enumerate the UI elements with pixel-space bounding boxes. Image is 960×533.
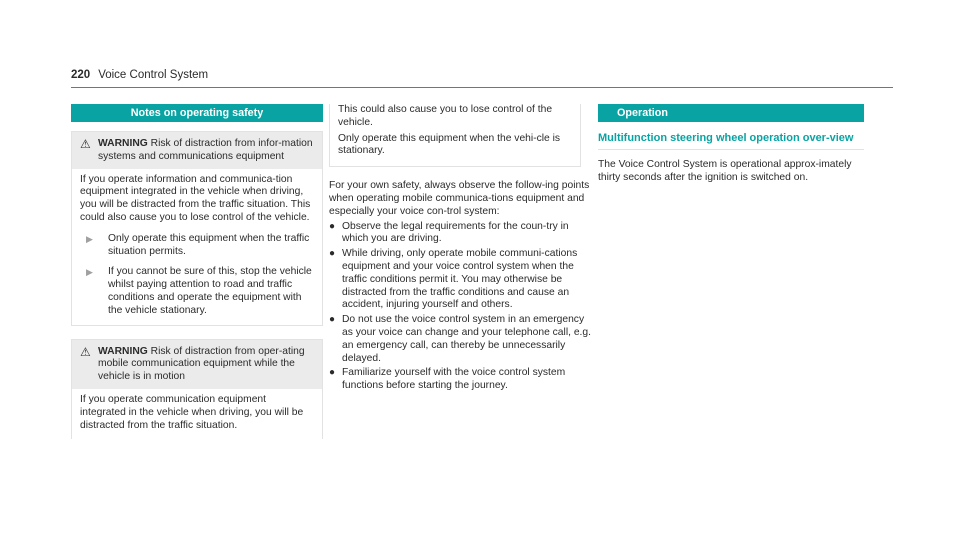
bullet-dot-icon: ● bbox=[329, 314, 336, 326]
action-text: Only operate this equipment when the traffic situation permits. bbox=[108, 232, 310, 257]
continuation-text: This could also cause you to lose control of the vehicle. bbox=[338, 104, 553, 128]
bullet-list bbox=[329, 221, 596, 393]
column-left bbox=[71, 104, 323, 439]
list-item: ● While driving, only operate mobile communi-cations equipment and your voice control system when the traffic conditions permit it. You may otherwise be distracted from the traffic conditions and cause an accident, injuring yourself and others. bbox=[329, 248, 578, 311]
section-title: Voice Control System bbox=[98, 69, 209, 81]
column-middle bbox=[329, 104, 596, 393]
warning-header bbox=[72, 340, 322, 389]
warning-triangle-icon: ⚠ bbox=[80, 137, 91, 151]
warning-triangle-icon: ⚠ bbox=[80, 344, 91, 359]
operation-band: Operation bbox=[598, 104, 864, 122]
action-arrow-icon: ▶ bbox=[86, 233, 93, 244]
subheading: Multifunction steering wheel operation over-view bbox=[598, 132, 854, 144]
header-rule bbox=[71, 87, 893, 88]
continuation-text: Only operate this equipment when the vehi-cle is stationary. bbox=[338, 132, 561, 157]
safety-notes bbox=[329, 180, 596, 393]
warning-body bbox=[72, 169, 322, 325]
warning-text: If you operate information and communica-tion equipment integrated in the vehicle when driving, you will be distracted from the traffic situation. This could also cause you to lose control of the vehicle. bbox=[80, 173, 311, 223]
list-item: ● Observe the legal requirements for the coun-try in which you are driving. bbox=[329, 220, 569, 245]
action-item bbox=[80, 266, 314, 317]
warning-label: WARNING bbox=[98, 138, 148, 149]
action-arrow-icon: ▶ bbox=[86, 267, 93, 278]
warning-label: WARNING bbox=[98, 345, 148, 357]
bullet-dot-icon: ● bbox=[329, 220, 336, 232]
warning-text: If you operate communication equipment integrated in the vehicle when driving, you will be distracted from the traffic situation. bbox=[80, 393, 304, 431]
bullet-dot-icon: ● bbox=[329, 248, 336, 260]
column-right bbox=[598, 104, 864, 195]
page-header bbox=[71, 69, 208, 81]
warning-header bbox=[72, 132, 322, 169]
warning-title: Risk of distraction from oper-ating mobile communication equipment while the vehicle is in motion bbox=[98, 345, 305, 383]
page-number: 220 bbox=[71, 69, 91, 81]
list-item: ● Do not use the voice control system in an emergency as your voice can change and your telephone call, e.g. an emergency call, can thereby be unnecessarily delayed. bbox=[329, 314, 592, 364]
list-item: ● Familiarize yourself with the voice control system functions before starting the journey. bbox=[329, 367, 566, 392]
warning-body bbox=[72, 389, 322, 439]
warning-continuation bbox=[329, 104, 581, 167]
action-item bbox=[80, 233, 314, 259]
bullet-dot-icon: ● bbox=[329, 367, 336, 379]
action-text: If you cannot be sure of this, stop the vehicle whilst paying attention to road and traffic conditions and operate the equipment with the vehicle stationary. bbox=[108, 266, 312, 316]
warning-box-1 bbox=[71, 131, 323, 326]
intro-paragraph: For your own safety, always observe the follow-ing points when operating mobile communica-tions equipment and especially your voice con-trol system: bbox=[329, 180, 590, 217]
subheading-rule bbox=[598, 149, 864, 150]
warning-title: Risk of distraction from infor-mation systems and communications equipment bbox=[98, 138, 313, 162]
notes-band: Notes on operating safety bbox=[71, 104, 323, 122]
warning-box-2 bbox=[71, 339, 323, 440]
operation-paragraph: The Voice Control System is operational approx-imately thirty seconds after the ignition is switched on. bbox=[598, 159, 852, 183]
